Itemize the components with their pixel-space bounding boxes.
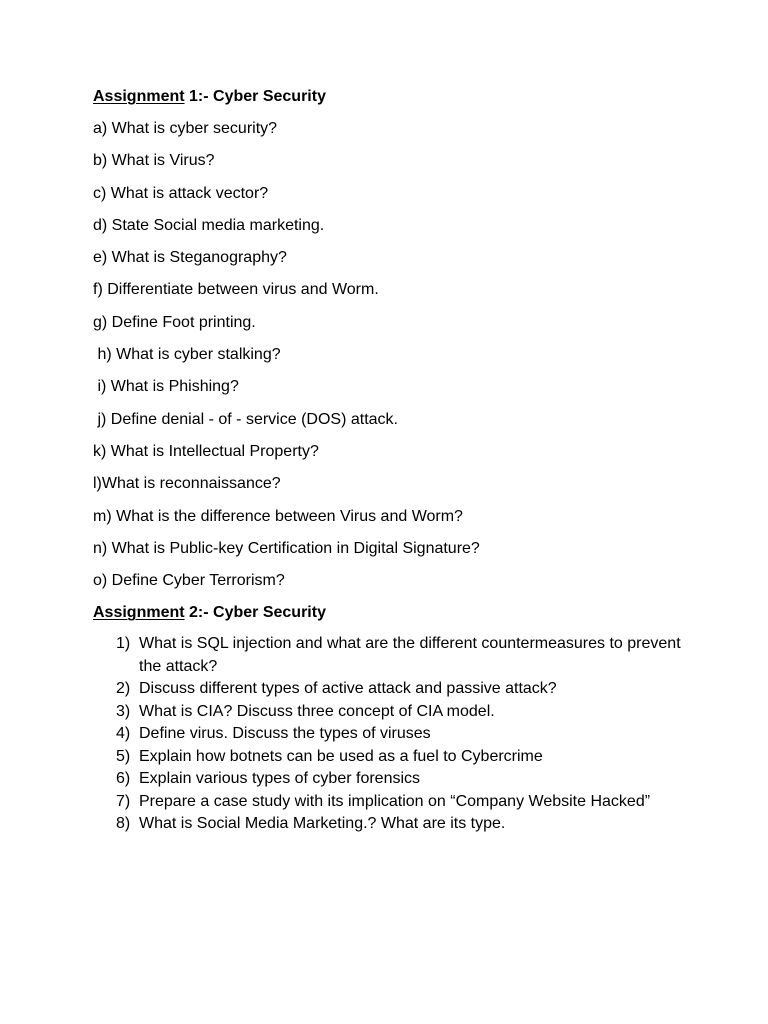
question-item: n) What is Public-key Certification in Digital Signature? [93,539,480,557]
item-text: Discuss different types of active attack and passive attack? [139,680,557,698]
question-item: i) What is Phishing? [93,378,239,396]
numbered-item [93,768,703,791]
question-item: h) What is cyber stalking? [93,346,281,364]
question-item: f) Differentiate between virus and Worm. [93,281,379,299]
question-item: l)What is reconnaissance? [93,475,281,493]
assignment-1-heading-underlined: Assignment [93,88,185,105]
item-number: 2) [116,680,131,698]
question-item: c) What is attack vector? [93,184,269,202]
question-item: b) What is Virus? [93,152,215,170]
assignment-2-heading-rest: 2:- Cyber Security [184,604,326,622]
assignment-1-heading [93,86,703,108]
question-item: a) What is cyber security? [93,120,278,137]
item-text: Explain how botnets can be used as a fuel to Cybercrime [139,747,543,765]
item-text: Prepare a case study with its implication on “Company Website Hacked” [139,792,651,810]
assignment-1-heading-rest: 1:- Cyber Security [184,88,326,105]
question-item: k) What is Intellectual Property? [93,442,319,460]
question-item: j) Define denial - of - service (DOS) attack. [93,410,398,428]
numbered-item [93,633,703,678]
item-text: Explain various types of cyber forensics [139,770,421,788]
assignment-2-heading [93,602,703,624]
item-number: 7) [116,792,131,810]
item-number: 1) [116,635,131,653]
numbered-item [93,723,703,746]
question-item: m) What is the difference between Virus and Worm? [93,507,463,525]
item-number: 6) [116,770,131,788]
numbered-item [93,746,703,769]
numbered-item [93,813,703,836]
question-item: d) State Social media marketing. [93,216,325,234]
assignment-1-question-list [93,118,703,592]
item-number: 4) [116,725,131,743]
numbered-item [93,678,703,701]
question-item: e) What is Steganography? [93,249,287,267]
item-number: 8) [116,815,131,833]
document-page [93,86,703,836]
assignment-2-heading-underlined: Assignment [93,604,185,622]
item-text: What is CIA? Discuss three concept of CIA model. [139,702,495,720]
item-text: What is Social Media Marketing.? What are its type. [139,815,506,833]
numbered-item [93,701,703,724]
item-number: 5) [116,747,131,765]
item-text: Define virus. Discuss the types of viruses [139,725,431,743]
numbered-item [93,791,703,814]
item-text: What is SQL injection and what are the different countermeasures to prevent the attack? [139,635,681,675]
question-item: o) Define Cyber Terrorism? [93,572,285,590]
item-number: 3) [116,702,131,720]
question-item: g) Define Foot printing. [93,313,256,331]
assignment-2-numbered-list [93,633,703,836]
